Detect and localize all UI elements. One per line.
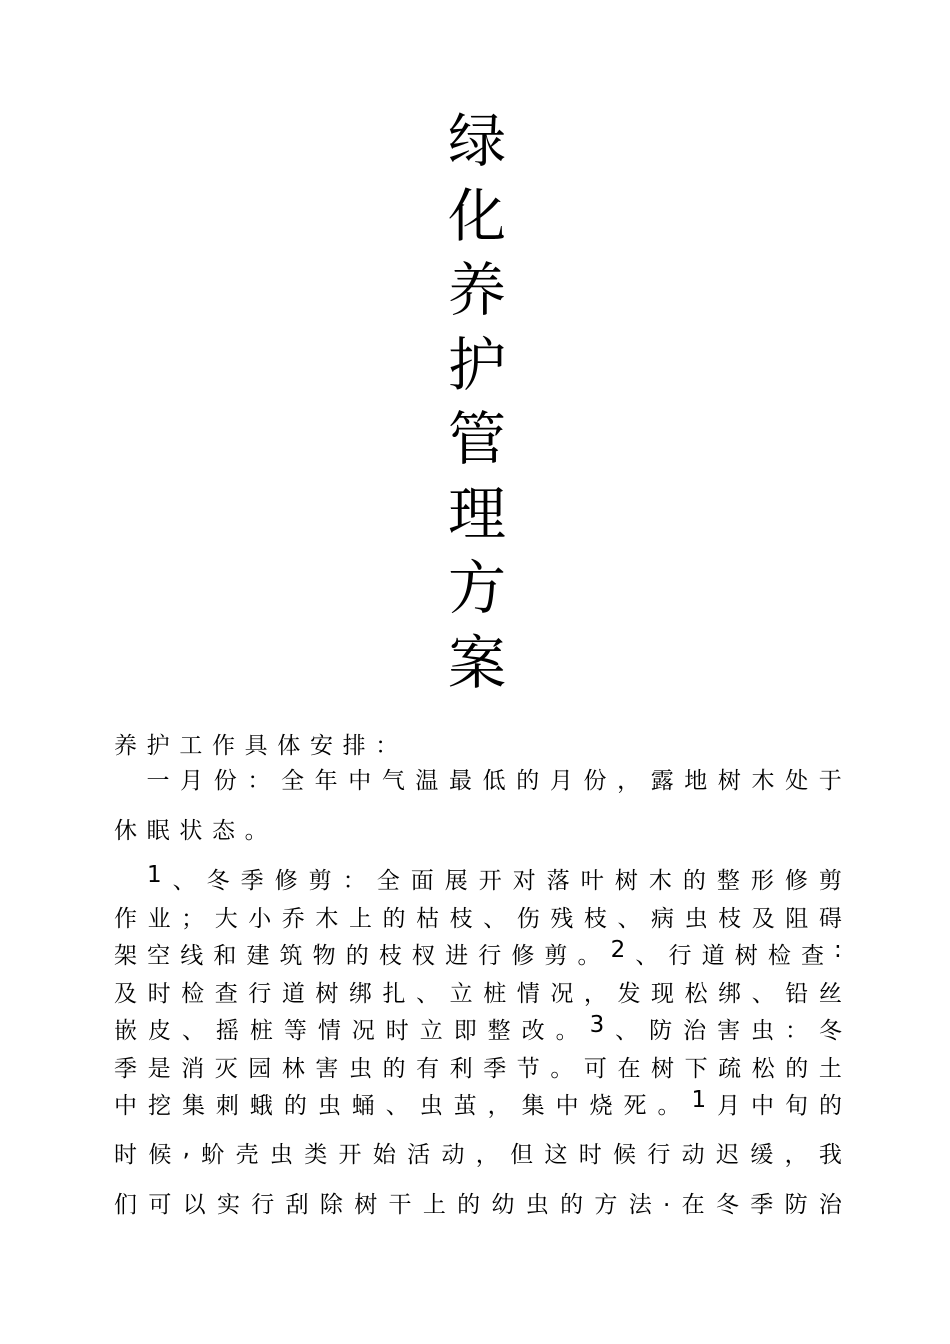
paragraph-line: 休眠状态。 (114, 818, 278, 844)
paragraph-line: 季 是 消 灭 园 林 害 虫 的 有 利 季 节 。 可 在 树 下 疏 松 的 土 (114, 1056, 842, 1082)
document-title (440, 104, 514, 700)
title-char: 化 (447, 181, 506, 250)
paragraph-line: 作 业 ； 大 小 乔 木 上 的 枯 枝 、 伤 残 枝 、 病 虫 枝 及 阻 碍 (114, 906, 842, 932)
paragraph-line: 1 、 冬 季 修 剪 ： 全 面 展 开 对 落 叶 树 木 的 整 形 修 剪 (146, 862, 842, 894)
title-char: 理 (447, 479, 506, 548)
section-heading: 养护工作具体安排： (114, 733, 408, 759)
paragraph-line: 们 可 以 实 行 刮 除 树 干 上 的 幼 虫 的 方 法 . 在 冬 季 防 治 (114, 1186, 842, 1218)
title-char: 护 (447, 330, 506, 399)
paragraph-line: 嵌 皮 、 摇 桩 等 情 况 时 立 即 整 改 。 3 、 防 治 害 虫 ： 冬 (114, 1012, 842, 1044)
title-char: 管 (447, 405, 506, 473)
paragraph-line: 一 月 份 ： 全 年 中 气 温 最 低 的 月 份 ， 露 地 树 木 处 于 (146, 768, 842, 794)
title-char: 养 (447, 256, 506, 324)
title-char: 绿 (447, 107, 506, 175)
paragraph-line: 及 时 检 查 行 道 树 绑 扎 、 立 桩 情 况 ， 发 现 松 绑 、 铅 丝 (114, 981, 842, 1007)
paragraph-line: 中 挖 集 刺 蛾 的 虫 蛹 、 虫 茧 ， 集 中 烧 死 。 1 月 中 旬 的 (114, 1087, 842, 1119)
title-char: 案 (447, 628, 506, 697)
paragraph-line: 架 空 线 和 建 筑 物 的 枝 杈 进 行 修 剪 。 2 、 行 道 树 检 查 : (114, 937, 842, 969)
title-char: 方 (447, 554, 506, 622)
paragraph-line: 时 候 , 蚧 壳 虫 类 开 始 活 动 ， 但 这 时 候 行 动 迟 缓 ， 我 (114, 1136, 842, 1168)
